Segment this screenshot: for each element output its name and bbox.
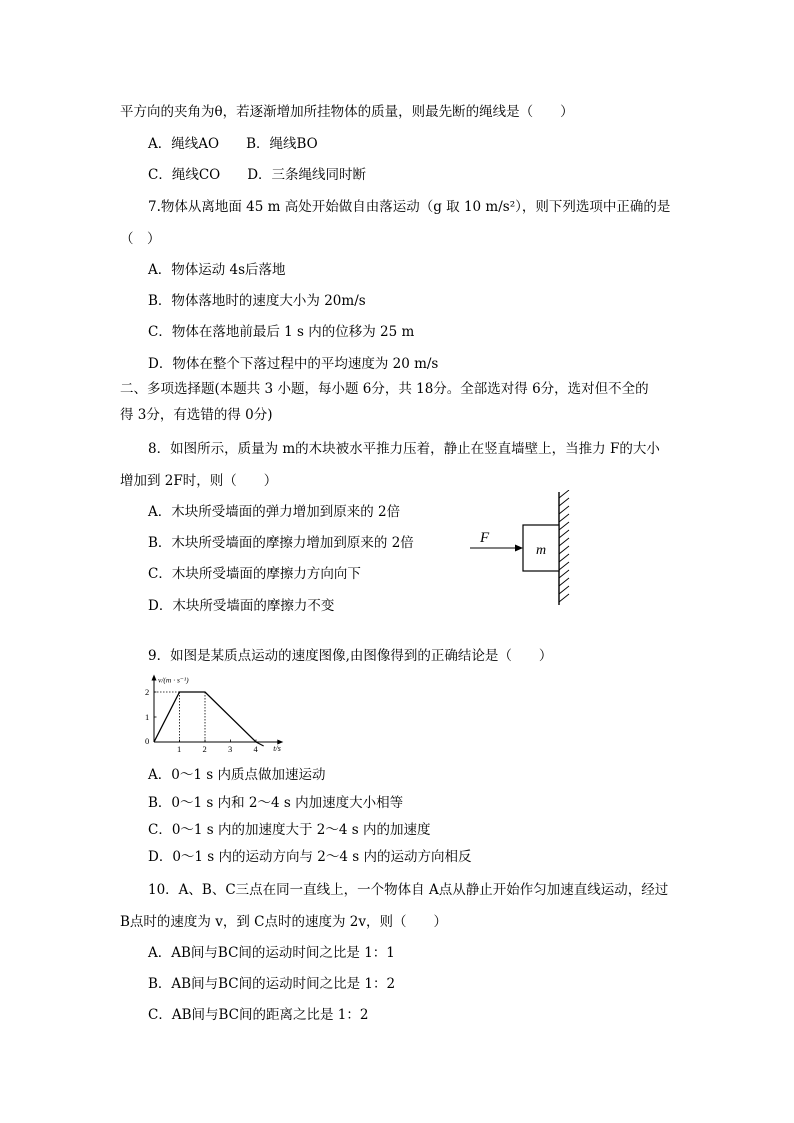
block-mass-label: m <box>536 543 547 558</box>
force-label: F <box>480 530 490 546</box>
q6-options-ab: A．绳线AO B．绳线BO <box>148 136 318 152</box>
question-10-stem: 10．A、B、C三点在同一直线上，一个物体自 A点从静止开始作匀加速直线运动，经过 <box>148 882 669 898</box>
q6-options-cd: C．绳线CO D．三条绳线同时断 <box>148 167 367 183</box>
q9-option-a: A．0～1 s 内质点做加速运动 <box>148 767 326 783</box>
q7-option-c: C．物体在落地前最后 1 s 内的位移为 25 m <box>148 324 415 340</box>
section-2-heading-cont: 得 3分，有选错的得 0分) <box>120 407 273 423</box>
q8-option-b: B．木块所受墙面的摩擦力增加到原来的 2倍 <box>148 535 414 551</box>
y-axis-label: v/(m · s⁻¹) <box>158 675 189 685</box>
x-tick-label: 3 <box>228 744 233 754</box>
q10-option-c: C．AB间与BC间的距离之比是 1：2 <box>148 1007 369 1023</box>
force-arrow-head <box>515 545 523 552</box>
q9-option-b: B．0～1 s 内和 2～4 s 内加速度大小相等 <box>148 795 404 811</box>
q10-option-a: A．AB间与BC间的运动时间之比是 1：1 <box>148 945 395 961</box>
wall-hatching <box>559 490 569 602</box>
question-7-stem: 7.物体从离地面 45 m 高处开始做自由落运动（g 取 10 m/s²），则下列选项中正确的是 <box>148 199 671 215</box>
q7-option-b: B．物体落地时的速度大小为 20m/s <box>148 293 366 309</box>
origin-label: 0 <box>145 736 150 746</box>
question-9-stem: 9．如图是某质点运动的速度图像,由图像得到的正确结论是（ ） <box>148 648 553 664</box>
q8-option-d: D．木块所受墙面的摩擦力不变 <box>148 598 335 614</box>
question-8-stem-cont: 增加到 2F时，则（ ） <box>120 473 278 489</box>
question-7-paren: （ ） <box>120 231 161 247</box>
x-axis-label: t/s <box>273 744 281 753</box>
question-6-stem-end: 平方向的夹角为θ，若逐渐增加所挂物体的质量，则最先断的绳线是（ ） <box>120 104 574 120</box>
x-tick-label: 4 <box>253 744 258 754</box>
q7-option-a: A．物体运动 4s后落地 <box>148 262 286 278</box>
question-8-stem: 8．如图所示，质量为 m的木块被水平推力压着，静止在竖直墙壁上，当推力 F的大小 <box>148 441 660 457</box>
x-tick-label: 2 <box>202 744 207 754</box>
y-tick-label: 2 <box>145 687 150 697</box>
q8-option-a: A．木块所受墙面的弹力增加到原来的 2倍 <box>148 504 401 520</box>
figure-8-block-on-wall <box>470 490 580 608</box>
q9-option-c: C．0～1 s 内的加速度大于 2～4 s 内的加速度 <box>148 822 431 838</box>
y-tick-label: 1 <box>145 712 150 722</box>
question-10-stem-cont: B点时的速度为 v，到 C点时的速度为 2v，则（ ） <box>120 914 447 930</box>
q7-option-d: D．物体在整个下落过程中的平均速度为 20 m/s <box>148 356 439 372</box>
q9-option-d: D．0～1 s 内的运动方向与 2～4 s 内的运动方向相反 <box>148 849 472 865</box>
section-2-heading: 二、多项选择题(本题共 3 小题，每小题 6分，共 18分。全部选对得 6分，选对但不全的 <box>120 381 649 397</box>
x-tick-label: 1 <box>177 744 182 754</box>
q10-option-b: B．AB间与BC间的运动时间之比是 1：2 <box>148 976 396 992</box>
y-axis-arrow <box>152 675 157 681</box>
q8-option-c: C．木块所受墙面的摩擦力方向向下 <box>148 566 361 582</box>
velocity-time-chart <box>140 673 292 755</box>
